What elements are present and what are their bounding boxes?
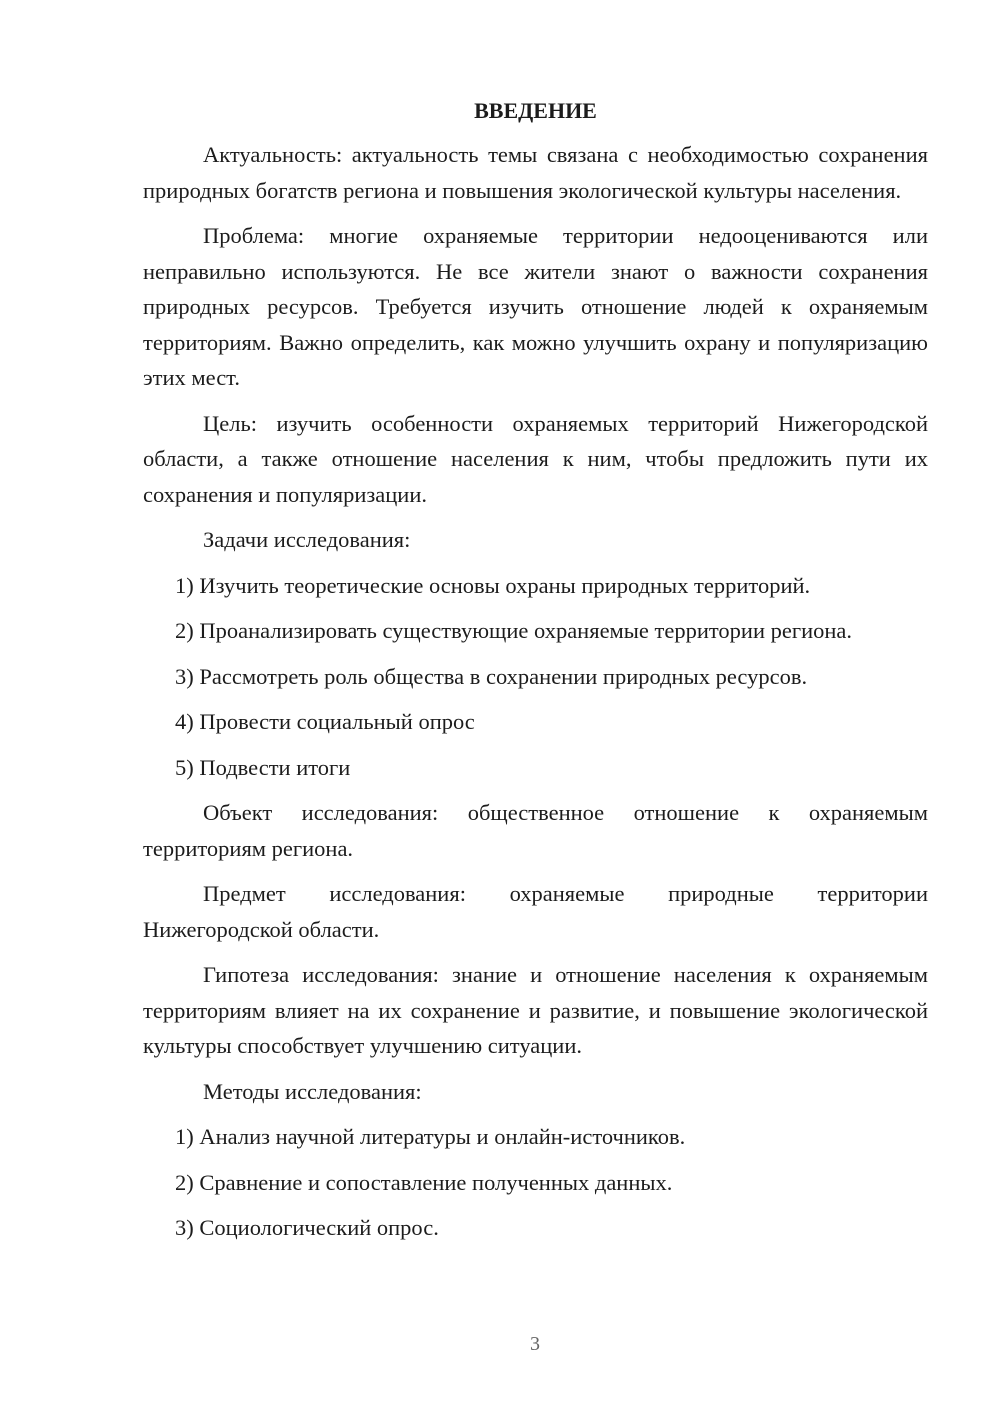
hypothesis-paragraph: Гипотеза исследования: знание и отношение населения к охраняемым территориям влияет на их сохранение и развитие, и повышение экологической культуры способствует улучшению ситуации. bbox=[143, 962, 928, 1058]
subject-paragraph: Предмет исследования: охраняемые природные территории Нижегородской области. bbox=[143, 881, 928, 942]
goal-paragraph: Цель: изучить особенности охраняемых территорий Нижегородской области, а также отношение населения к ним, чтобы предложить пути их сохранения и популяризации. bbox=[143, 410, 928, 507]
method-item: 2) Сравнение и сопоставление полученных данных. bbox=[175, 1169, 673, 1195]
method-item: 1) Анализ научной литературы и онлайн-источников. bbox=[175, 1124, 686, 1149]
task-item: 1) Изучить теоретические основы охраны природных территорий. bbox=[175, 572, 811, 598]
relevance-paragraph: Актуальность: актуальность темы связана с необходимостью сохранения природных богатств региона и повышения экологической культуры населения. bbox=[143, 142, 928, 203]
methods-heading: Методы исследования: bbox=[203, 1078, 422, 1104]
task-item: 3) Рассмотреть роль общества в сохранении природных ресурсов. bbox=[175, 663, 808, 689]
object-paragraph: Объект исследования: общественное отношение к охраняемым территориям региона. bbox=[143, 800, 928, 861]
section-title: ВВЕДЕНИЕ bbox=[474, 98, 597, 123]
task-item: 4) Провести социальный опрос bbox=[175, 709, 475, 734]
method-item: 3) Социологический опрос. bbox=[175, 1215, 439, 1240]
page-content bbox=[143, 95, 928, 1256]
task-item: 2) Проанализировать существующие охраняемые территории региона. bbox=[175, 618, 853, 643]
tasks-heading: Задачи исследования: bbox=[203, 527, 411, 552]
problem-paragraph: Проблема: многие охраняемые территории недооцениваются или неправильно используются. Не все жители знают о важности сохранения природных ресурсов. Требуется изучить отношение людей к охраняемым территориям. Важно определить, как можно улучшить охрану и популяризацию этих мест. bbox=[143, 223, 928, 390]
task-item: 5) Подвести итоги bbox=[175, 754, 351, 780]
page-number: 3 bbox=[530, 1333, 540, 1355]
